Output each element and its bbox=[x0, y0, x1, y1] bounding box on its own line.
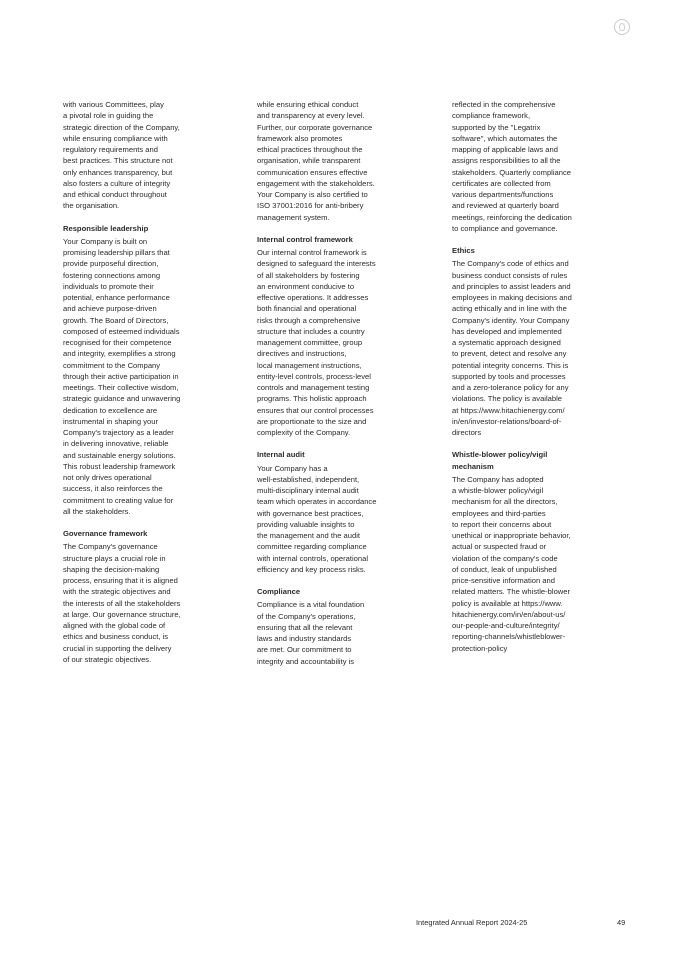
text-line: the management and the audit bbox=[257, 531, 361, 540]
text-line: assigns responsibilities to all the bbox=[452, 156, 561, 166]
text-line: employees and third-parties bbox=[452, 508, 546, 518]
text-line: a pivotal role in guiding the bbox=[63, 111, 154, 121]
text-line: certificates are collected from bbox=[452, 178, 551, 188]
text-line: a whistle-blower policy/vigil bbox=[452, 486, 544, 495]
text-line: crucial in supporting the delivery bbox=[63, 643, 172, 653]
text-line: price-sensitive information and bbox=[452, 576, 555, 585]
text-line: supported by the "Legatrix bbox=[452, 122, 541, 132]
text-line: directors bbox=[452, 428, 482, 437]
text-line: programs. This holistic approach bbox=[257, 394, 367, 404]
text-line: organisation, while transparent bbox=[257, 156, 361, 166]
text-line: with the strategic objectives and bbox=[63, 587, 171, 597]
text-line: Your Company is also certified to bbox=[257, 190, 368, 199]
heading-internal-control-framework: Internal control framework bbox=[257, 234, 353, 244]
text-line: mapping of applicable laws and bbox=[452, 145, 558, 154]
text-line: while ensuring ethical conduct bbox=[257, 100, 359, 109]
text-line: Compliance is a vital foundation bbox=[257, 600, 365, 610]
heading-responsible-leadership: Responsible leadership bbox=[63, 223, 149, 233]
intro-paragraph bbox=[257, 99, 395, 223]
text-line: in delivering innovative, reliable bbox=[63, 439, 169, 449]
text-line: and transparency at every level. bbox=[257, 111, 365, 121]
text-line: potential, enhance performance bbox=[63, 293, 170, 302]
text-line: policy is available at https://www. bbox=[452, 598, 563, 608]
text-line: fostering connections among bbox=[63, 270, 161, 280]
text-line: strategic direction of the Company, bbox=[63, 122, 180, 132]
text-line: both financial and operational bbox=[257, 304, 357, 314]
text-line: The Company's governance bbox=[63, 542, 158, 552]
text-line: in/en/investor-relations/board-of- bbox=[452, 416, 562, 426]
text-line: only enhances transparency, but bbox=[63, 167, 173, 177]
text-line: laws and industry standards bbox=[257, 634, 352, 643]
text-line: at https://www.hitachienergy.com/ bbox=[452, 405, 565, 415]
text-line: commitment to the Company bbox=[63, 360, 161, 370]
text-line: Further, our corporate governance bbox=[257, 122, 373, 132]
text-line: effective operations. It addresses bbox=[257, 293, 369, 302]
text-line: acting ethically and in line with the bbox=[452, 304, 567, 314]
text-line: risks through a comprehensive bbox=[257, 315, 361, 325]
internal-control-paragraph bbox=[257, 247, 395, 438]
text-line: promising leadership pillars that bbox=[63, 248, 170, 257]
text-line: our-people-and-culture/integrity/ bbox=[452, 621, 560, 630]
text-line: local management instructions, bbox=[257, 360, 362, 370]
text-line: and ethical conduct throughout bbox=[63, 190, 167, 199]
compliance-paragraph bbox=[257, 599, 395, 667]
text-line: Our internal control framework is bbox=[257, 248, 367, 257]
text-line: structure that includes a country bbox=[257, 326, 365, 336]
text-line: a systematic approach designed bbox=[452, 338, 561, 347]
column-right bbox=[452, 99, 584, 654]
text-line: communication ensures effective bbox=[257, 167, 368, 177]
text-line: ensures that our control processes bbox=[257, 405, 374, 415]
text-line: with governance best practices, bbox=[257, 508, 364, 518]
text-line: and a zero-tolerance policy for any bbox=[452, 383, 569, 392]
text-line: also fosters a culture of integrity bbox=[63, 178, 171, 188]
text-line: controls and management testing bbox=[257, 383, 370, 392]
text-line: reflected in the comprehensive bbox=[452, 100, 556, 109]
heading-whistle-blower-policy bbox=[452, 449, 584, 472]
text-line: and integrity, exemplifies a strong bbox=[63, 349, 176, 359]
text-line: well-established, independent, bbox=[257, 474, 360, 484]
text-line: framework also promotes bbox=[257, 133, 343, 143]
company-logo-icon bbox=[614, 19, 630, 35]
heading-internal-audit: Internal audit bbox=[257, 450, 305, 460]
heading-ethics: Ethics bbox=[452, 246, 475, 255]
text-line: has developed and implemented bbox=[452, 326, 562, 336]
text-line: the interests of all the stakeholders bbox=[63, 598, 181, 608]
text-line: structure plays a crucial role in bbox=[63, 553, 166, 563]
text-line: composed of esteemed individuals bbox=[63, 326, 180, 336]
text-line: strategic guidance and unwavering bbox=[63, 394, 181, 404]
text-line: various departments/functions bbox=[452, 190, 554, 199]
text-line: with various Committees, play bbox=[63, 100, 164, 109]
text-line: integrity and accountability is bbox=[257, 656, 355, 666]
text-line: providing valuable insights to bbox=[257, 519, 355, 529]
text-line: the organisation. bbox=[63, 201, 120, 211]
text-line: mechanism bbox=[452, 461, 494, 471]
text-line: success, it also reinforces the bbox=[63, 484, 163, 494]
text-line: business conduct consists of rules bbox=[452, 270, 568, 280]
text-line: all the stakeholders. bbox=[63, 506, 131, 516]
text-line: multi-disciplinary internal audit bbox=[257, 486, 359, 495]
text-line: and sustainable energy solutions. bbox=[63, 450, 176, 460]
text-line: efficiency and key process risks. bbox=[257, 564, 366, 574]
text-line: through their active participation in bbox=[63, 371, 179, 381]
text-line: software", which automates the bbox=[452, 133, 558, 143]
intro-paragraph bbox=[63, 99, 195, 212]
text-line: process, ensuring that it is aligned bbox=[63, 576, 178, 585]
text-line: management system. bbox=[257, 212, 330, 222]
responsible-leadership-paragraph bbox=[63, 236, 195, 517]
text-line: are proportionate to the size and bbox=[257, 416, 367, 426]
text-line: provide purposeful direction, bbox=[63, 259, 159, 269]
text-line: instrumental in shaping your bbox=[63, 416, 158, 426]
internal-audit-paragraph bbox=[257, 463, 395, 576]
text-line: regulatory requirements and bbox=[63, 145, 158, 154]
text-line: at large. Our governance structure, bbox=[63, 609, 181, 619]
text-line: potential integrity concerns. This is bbox=[452, 360, 569, 370]
text-line: and principles to assist leaders and bbox=[452, 281, 571, 291]
text-line: ensuring that all the relevant bbox=[257, 622, 353, 632]
text-line: and achieve purpose-driven bbox=[63, 304, 157, 314]
column-middle bbox=[257, 99, 395, 667]
text-line: unethical or inappropriate behavior, bbox=[452, 531, 571, 540]
text-line: not only drives operational bbox=[63, 473, 152, 482]
text-line: while ensuring compliance with bbox=[63, 133, 168, 143]
ethics-paragraph bbox=[452, 258, 584, 438]
text-line: of all stakeholders by fostering bbox=[257, 270, 360, 280]
text-line: dedication to excellence are bbox=[63, 405, 158, 415]
text-line: shaping the decision-making bbox=[63, 564, 160, 574]
text-line: aligned with the global code of bbox=[63, 621, 166, 630]
text-line: actual or suspected fraud or bbox=[452, 542, 547, 552]
text-line: to prevent, detect and resolve any bbox=[452, 349, 567, 359]
text-line: are met. Our commitment to bbox=[257, 645, 352, 655]
text-line: recognised for their competence bbox=[63, 338, 172, 347]
text-line: protection-policy bbox=[452, 643, 508, 653]
text-line: entity-level controls, process-level bbox=[257, 371, 371, 381]
text-line: hitachienergy.com/in/en/about-us/ bbox=[452, 609, 566, 619]
text-line: ethics and business conduct, is bbox=[63, 632, 169, 642]
text-line: The Company's code of ethics and bbox=[452, 259, 569, 269]
intro-paragraph bbox=[452, 99, 584, 234]
text-line: commitment to creating value for bbox=[63, 495, 174, 505]
text-line: best practices. This structure not bbox=[63, 156, 173, 166]
text-line: with internal controls, operational bbox=[257, 553, 369, 563]
text-line: growth. The Board of Directors, bbox=[63, 315, 169, 325]
text-line: and reviewed at quarterly board bbox=[452, 201, 559, 211]
text-line: of the Company's operations, bbox=[257, 611, 356, 621]
text-line: mechanism for all the directors, bbox=[452, 497, 558, 507]
text-line: Whistle-blower policy/vigil bbox=[452, 450, 548, 460]
text-line: management committee, group bbox=[257, 338, 363, 347]
text-line: Your Company is built on bbox=[63, 236, 148, 246]
text-line: ethical practices throughout the bbox=[257, 145, 363, 154]
text-line: individuals to promote their bbox=[63, 281, 154, 291]
text-line: designed to safeguard the interests bbox=[257, 259, 376, 269]
text-line: compliance framework, bbox=[452, 111, 531, 121]
text-line: meetings. Their collective wisdom, bbox=[63, 383, 179, 392]
text-line: The Company has adopted bbox=[452, 474, 544, 484]
text-line: violation of the company's code bbox=[452, 553, 558, 563]
page-number: 49 bbox=[617, 918, 626, 927]
text-line: engagement with the stakeholders. bbox=[257, 178, 375, 188]
text-line: committee regarding compliance bbox=[257, 542, 367, 552]
text-line: an environment conducive to bbox=[257, 281, 355, 291]
text-line: of conduct, leak of unpublished bbox=[452, 564, 557, 574]
text-line: to compliance and governance. bbox=[452, 223, 558, 233]
heading-compliance: Compliance bbox=[257, 587, 301, 596]
text-line: directives and instructions, bbox=[257, 349, 347, 359]
text-line: complexity of the Company. bbox=[257, 428, 351, 437]
text-line: team which operates in accordance bbox=[257, 497, 377, 507]
text-line: Company's trajectory as a leader bbox=[63, 428, 174, 437]
text-line: Company's identity. Your Company bbox=[452, 315, 570, 325]
text-line: ISO 37001:2016 for anti-bribery bbox=[257, 201, 364, 211]
text-line: of our strategic objectives. bbox=[63, 654, 152, 664]
column-left bbox=[63, 99, 195, 665]
governance-framework-paragraph bbox=[63, 541, 195, 665]
text-line: meetings, reinforcing the dedication bbox=[452, 212, 572, 222]
text-line: employees in making decisions and bbox=[452, 293, 572, 302]
text-line: to report their concerns about bbox=[452, 519, 552, 529]
text-line: Your Company has a bbox=[257, 463, 328, 473]
heading-governance-framework: Governance framework bbox=[63, 529, 148, 538]
text-line: supported by tools and processes bbox=[452, 371, 566, 381]
whistle-blower-paragraph bbox=[452, 474, 584, 654]
footer-report-title: Integrated Annual Report 2024-25 bbox=[416, 918, 528, 927]
text-line: This robust leadership framework bbox=[63, 461, 176, 471]
text-line: reporting-channels/whistleblower- bbox=[452, 632, 566, 642]
text-line: related matters. The whistle-blower bbox=[452, 587, 571, 597]
text-line: stakeholders. Quarterly compliance bbox=[452, 167, 572, 177]
text-line: violations. The policy is available bbox=[452, 394, 563, 404]
